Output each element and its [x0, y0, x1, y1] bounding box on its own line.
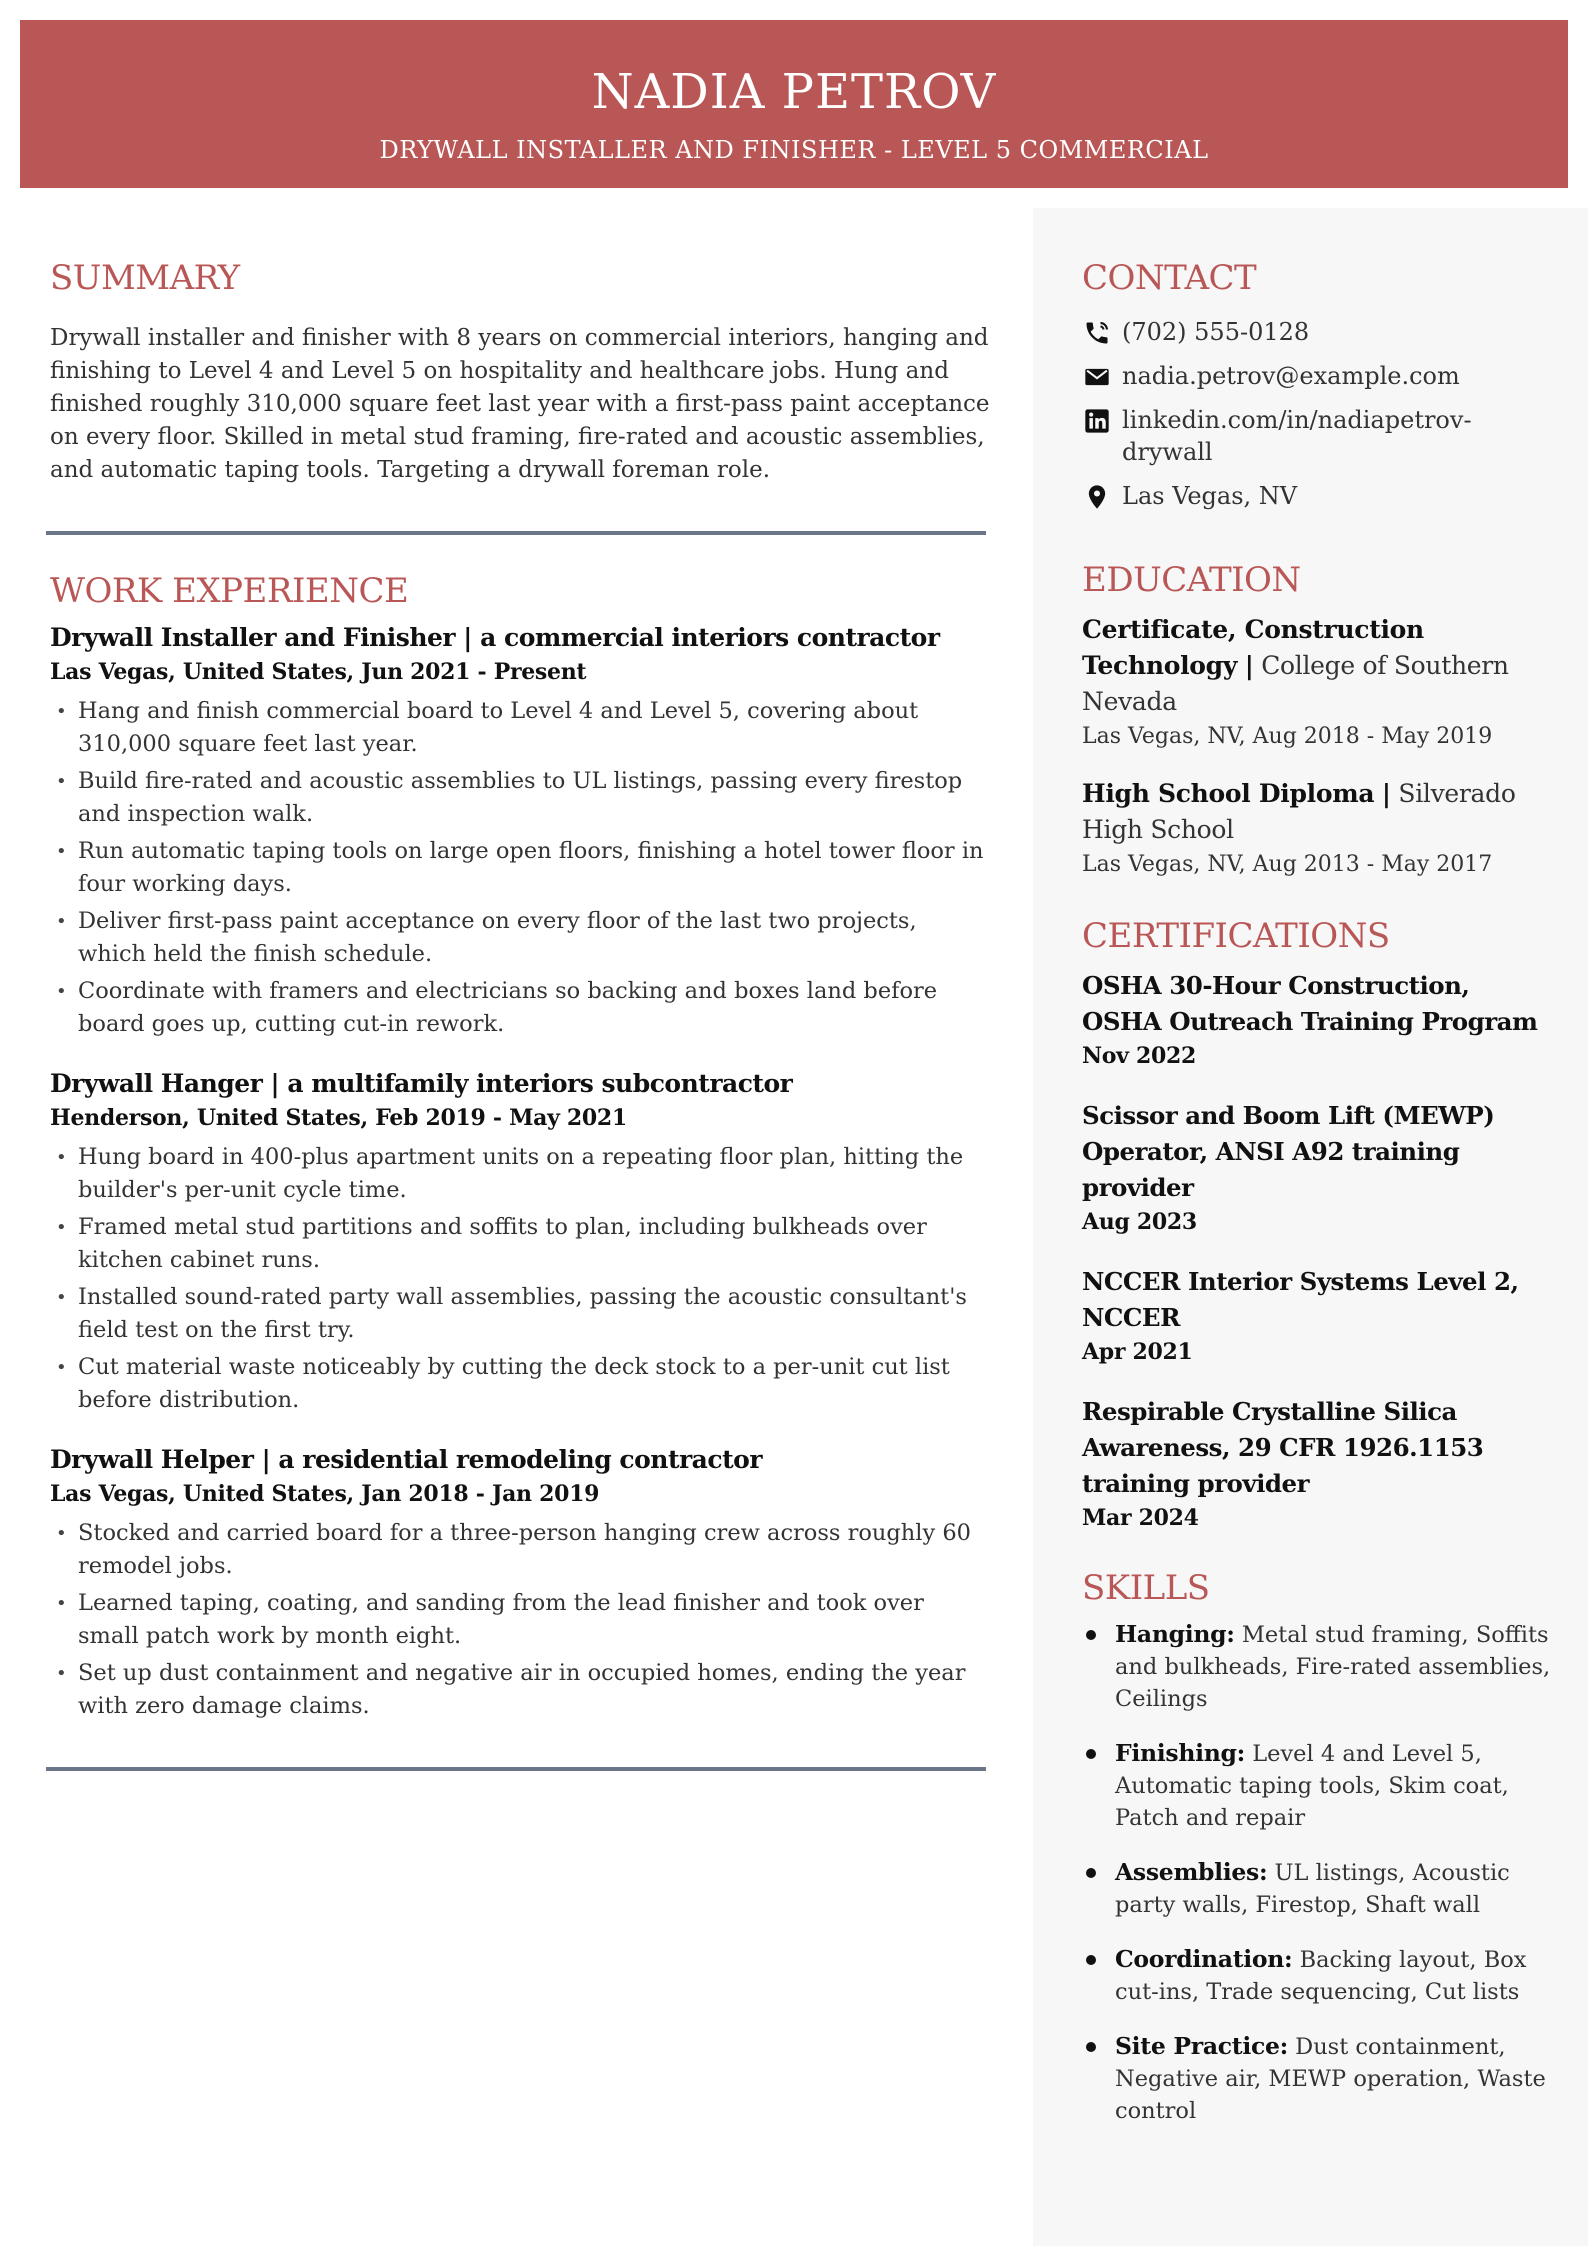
job-title: Drywall Installer and Finisher | a commercial interiors contractor [50, 623, 940, 652]
summary-heading: SUMMARY [50, 258, 240, 298]
main-column [50, 258, 990, 1771]
email-icon [1082, 363, 1112, 391]
certification-entry [1082, 1394, 1552, 1534]
certification-date: Aug 2023 [1082, 1209, 1197, 1235]
education-heading: EDUCATION [1082, 560, 1301, 600]
job-meta: Las Vegas, United States, Jun 2021 - Present [50, 659, 587, 685]
skill-text: UL listings, Acoustic party walls, Firestop, Shaft wall [1115, 1860, 1510, 1918]
list-item: • Set up dust containment and negative air in occupied homes, ending the year with zero damage claims. [50, 1657, 990, 1723]
list-item: • Hang and finish commercial board to Level 4 and Level 5, covering about 310,000 square feet last year. [50, 695, 990, 761]
list-item: • Stocked and carried board for a three-person hanging crew across roughly 60 remodel jobs. [50, 1517, 990, 1583]
certification-entry [1082, 968, 1552, 1072]
list-item: • Coordinate with framers and electricians so backing and boxes land before board goes up, cutting cut-in rework. [50, 975, 990, 1041]
resume-header [20, 20, 1568, 188]
certifications-section [1082, 916, 1552, 1534]
certification-name: NCCER Interior Systems Level 2, NCCER [1082, 1267, 1519, 1332]
list-item: • Installed sound-rated party wall assemblies, passing the acoustic consultant's field test on the first try. [50, 1281, 990, 1347]
sidebar-column [1082, 258, 1552, 2149]
contact-heading: CONTACT [1082, 258, 1257, 298]
job-title: Drywall Helper | a residential remodeling contractor [50, 1445, 762, 1474]
list-item: • Framed metal stud partitions and soffits to plan, including bulkheads over kitchen cabinet runs. [50, 1211, 990, 1277]
job-bullets [50, 1517, 990, 1723]
job-meta: Henderson, United States, Feb 2019 - May 2021 [50, 1105, 627, 1131]
skill-text: Level 4 and Level 5, Automatic taping tools, Skim coat, Patch and repair [1115, 1741, 1509, 1831]
skill-item [1082, 1856, 1552, 1921]
location-text: Las Vegas, NV [1122, 482, 1298, 510]
experience-heading: WORK EXPERIENCE [50, 571, 409, 611]
education-meta: Las Vegas, NV, Aug 2018 - May 2019 [1082, 724, 1493, 749]
skill-label: Assemblies: [1115, 1858, 1268, 1886]
contact-phone [1082, 316, 1552, 348]
list-item: • Deliver first-pass paint acceptance on every floor of the last two projects, which held the finish schedule. [50, 905, 990, 971]
list-item: • Build fire-rated and acoustic assemblies to UL listings, passing every firestop and inspection walk. [50, 765, 990, 831]
school-name: Silverado High School [1082, 779, 1516, 844]
job-bullets [50, 695, 990, 1041]
section-divider [46, 531, 986, 535]
candidate-name: NADIA PETROV [591, 64, 997, 120]
contact-email [1082, 360, 1552, 392]
certification-name: OSHA 30-Hour Construction, OSHA Outreach Training Program [1082, 971, 1538, 1036]
skill-text: Metal stud framing, Soffits and bulkheads, Fire-rated assemblies, Ceilings [1115, 1622, 1551, 1712]
skills-section [1082, 1568, 1552, 2127]
list-item: • Hung board in 400-plus apartment units on a repeating floor plan, hitting the builder's per-unit cycle time. [50, 1141, 990, 1207]
skill-label: Hanging: [1115, 1620, 1235, 1648]
skill-item [1082, 1737, 1552, 1834]
candidate-title: DRYWALL INSTALLER AND FINISHER - LEVEL 5 COMMERCIAL [379, 136, 1209, 164]
job-meta: Las Vegas, United States, Jan 2018 - Jan 2019 [50, 1481, 600, 1507]
list-item: • Cut material waste noticeably by cutting the deck stock to a per-unit cut list before distribution. [50, 1351, 990, 1417]
phone-icon [1082, 319, 1112, 347]
certifications-heading: CERTIFICATIONS [1082, 916, 1390, 956]
education-entry: Certificate, Construction Technology | College of Southern Nevada Las Vegas, NV, Aug 2018 - May 2019 [1082, 612, 1552, 754]
certification-entry [1082, 1098, 1552, 1238]
contact-location [1082, 480, 1552, 512]
email-text[interactable]: nadia.petrov@example.com [1122, 362, 1460, 390]
summary-section [50, 258, 990, 487]
education-section [1082, 560, 1552, 882]
skill-item [1082, 2030, 1552, 2127]
summary-text: Drywall installer and finisher with 8 years on commercial interiors, hanging and finishing to Level 4 and Level 5 on hospitality and healthcare jobs. Hung and finished roughly 310,000 square feet last year with a first-pass paint acceptance on every floor. Skilled in metal stud framing, fire-rated and acoustic assemblies, and automatic taping tools. Targeting a drywall foreman role. [50, 325, 990, 483]
certification-entry [1082, 1264, 1552, 1368]
list-item: • Learned taping, coating, and sanding from the lead finisher and took over small patch work by month eight. [50, 1587, 990, 1653]
list-item: • Run automatic taping tools on large open floors, finishing a hotel tower floor in four working days. [50, 835, 990, 901]
education-meta: Las Vegas, NV, Aug 2013 - May 2017 [1082, 852, 1493, 877]
job-entry [50, 621, 990, 1041]
certification-name: Respirable Crystalline Silica Awareness, 29 CFR 1926.1153 training provider [1082, 1397, 1484, 1498]
experience-section [50, 571, 990, 1723]
skill-item [1082, 1943, 1552, 2008]
job-entry [50, 1067, 990, 1417]
linkedin-icon [1082, 407, 1112, 435]
skill-label: Coordination: [1115, 1945, 1293, 1973]
education-entry: High School Diploma | Silverado High School Las Vegas, NV, Aug 2013 - May 2017 [1082, 776, 1552, 882]
skills-list [1082, 1618, 1552, 2127]
contact-linkedin [1082, 404, 1552, 468]
phone-text: (702) 555-0128 [1122, 318, 1310, 346]
skills-heading: SKILLS [1082, 1568, 1210, 1608]
certification-date: Apr 2021 [1082, 1339, 1193, 1365]
skill-text: Backing layout, Box cut-ins, Trade sequencing, Cut lists [1115, 1947, 1527, 2005]
certification-name: Scissor and Boom Lift (MEWP) Operator, ANSI A92 training provider [1082, 1101, 1495, 1202]
skill-text: Dust containment, Negative air, MEWP operation, Waste control [1115, 2034, 1546, 2124]
skill-label: Finishing: [1115, 1739, 1246, 1767]
linkedin-text[interactable]: linkedin.com/in/nadiapetrov-drywall [1122, 406, 1472, 466]
job-entry [50, 1443, 990, 1723]
certification-date: Mar 2024 [1082, 1505, 1199, 1531]
location-pin-icon [1082, 483, 1112, 511]
certification-date: Nov 2022 [1082, 1043, 1197, 1069]
school-name: College of Southern Nevada [1082, 651, 1509, 716]
degree-name: Certificate, Construction Technology [1082, 615, 1424, 680]
section-divider [46, 1767, 986, 1771]
skill-item [1082, 1618, 1552, 1715]
job-title: Drywall Hanger | a multifamily interiors subcontractor [50, 1069, 793, 1098]
degree-name: High School Diploma [1082, 779, 1375, 808]
contact-section [1082, 258, 1552, 512]
job-bullets [50, 1141, 990, 1417]
skill-label: Site Practice: [1115, 2032, 1288, 2060]
